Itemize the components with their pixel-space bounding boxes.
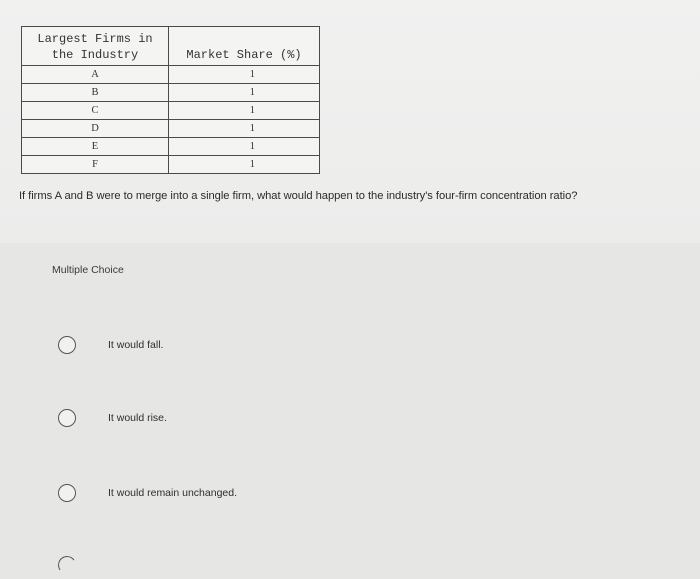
firm-cell: E: [22, 138, 169, 156]
share-cell: 1: [169, 120, 320, 138]
table-header-row: [22, 27, 320, 66]
firm-cell: B: [22, 84, 169, 102]
multiple-choice-label: Multiple Choice: [52, 264, 124, 276]
share-cell: 1: [169, 102, 320, 120]
question-text: If firms A and B were to merge into a single firm, what would happen to the industry's four-firm concentration ratio?: [19, 190, 578, 202]
share-cell: 1: [169, 84, 320, 102]
radio-button[interactable]: [58, 336, 76, 354]
choices-panel: [0, 243, 700, 579]
choice-option-partial[interactable]: [58, 556, 76, 574]
choice-text[interactable]: It would remain unchanged.: [108, 487, 237, 499]
market-share-table: [21, 26, 320, 174]
firm-header-line1: Largest Firms in: [37, 32, 153, 46]
choice-option[interactable]: [58, 484, 237, 502]
radio-button[interactable]: [57, 555, 78, 576]
firm-column-header: [22, 27, 169, 66]
share-cell: 1: [169, 66, 320, 84]
firm-cell: C: [22, 102, 169, 120]
radio-button[interactable]: [58, 484, 76, 502]
firm-header-line2: the Industry: [51, 48, 139, 62]
table-row: [22, 84, 320, 102]
table-row: [22, 66, 320, 84]
table-row: [22, 102, 320, 120]
table-row: [22, 156, 320, 174]
share-cell: 1: [169, 138, 320, 156]
choice-text[interactable]: It would fall.: [108, 339, 164, 351]
radio-button[interactable]: [58, 409, 76, 427]
firm-cell: A: [22, 66, 169, 84]
choice-option[interactable]: [58, 409, 167, 427]
table-row: [22, 138, 320, 156]
share-cell: 1: [169, 156, 320, 174]
firm-cell: F: [22, 156, 169, 174]
choice-text[interactable]: It would rise.: [108, 412, 167, 424]
share-column-header: Market Share (%): [169, 27, 320, 66]
choice-option[interactable]: [58, 336, 164, 354]
firm-cell: D: [22, 120, 169, 138]
table-row: [22, 120, 320, 138]
